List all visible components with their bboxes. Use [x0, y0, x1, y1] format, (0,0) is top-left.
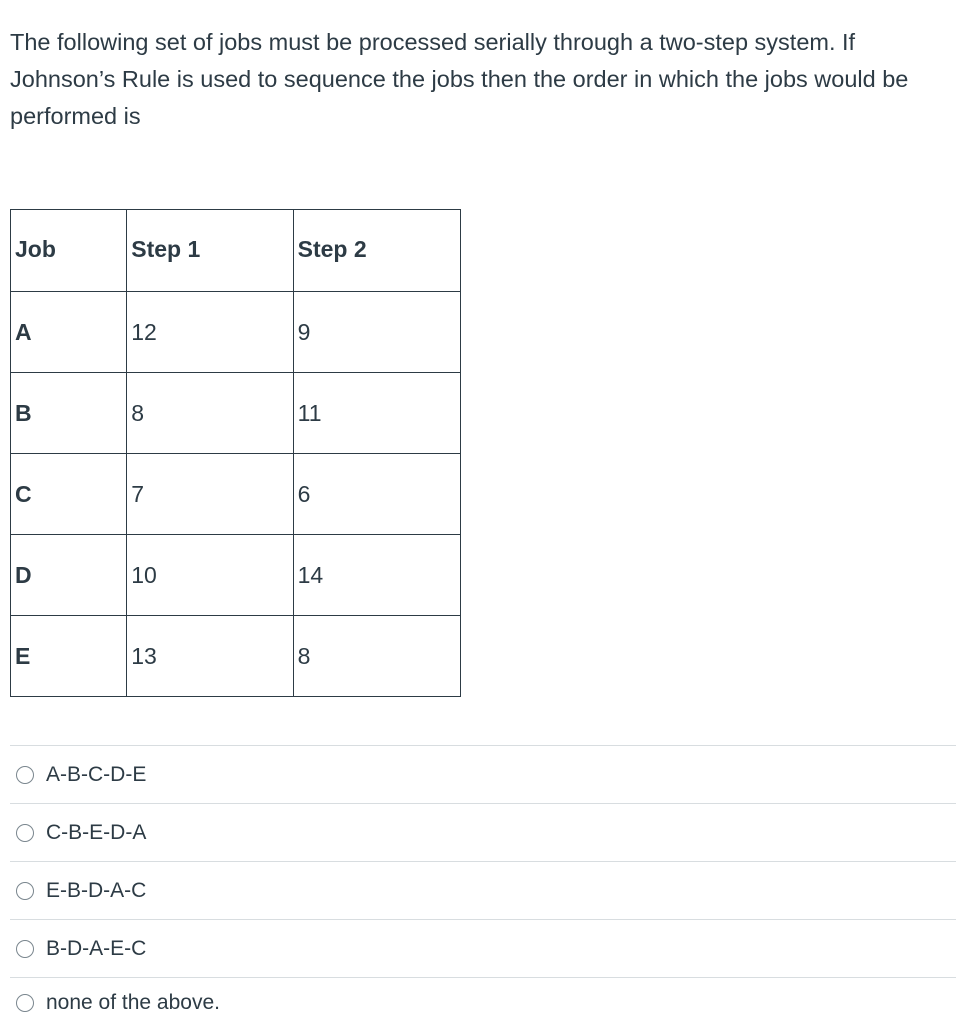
job-cell: D: [11, 535, 127, 616]
step1-cell: 12: [127, 292, 293, 373]
step2-cell: 6: [293, 454, 460, 535]
table-row: [11, 292, 461, 373]
table-header-row: [11, 210, 461, 292]
radio-button[interactable]: [16, 994, 34, 1012]
step2-cell: 9: [293, 292, 460, 373]
radio-button[interactable]: [16, 766, 34, 784]
table-row: [11, 616, 461, 697]
answer-label: A-B-C-D-E: [46, 762, 147, 786]
step2-cell: 14: [293, 535, 460, 616]
table-row: [11, 454, 461, 535]
radio-button[interactable]: [16, 882, 34, 900]
job-cell: E: [11, 616, 127, 697]
step1-cell: 8: [127, 373, 293, 454]
table-row: [11, 535, 461, 616]
step1-cell: 10: [127, 535, 293, 616]
step1-cell: 7: [127, 454, 293, 535]
job-cell: B: [11, 373, 127, 454]
answer-options: [10, 745, 956, 1028]
answer-option-3[interactable]: [10, 861, 956, 919]
answer-option-1[interactable]: [10, 745, 956, 803]
column-header-job: Job: [11, 210, 127, 292]
job-cell: A: [11, 292, 127, 373]
step2-cell: 11: [293, 373, 460, 454]
answer-option-5[interactable]: [10, 977, 956, 1028]
column-header-step2: Step 2: [293, 210, 460, 292]
table-row: [11, 373, 461, 454]
answer-label: C-B-E-D-A: [46, 820, 147, 844]
column-header-step1: Step 1: [127, 210, 293, 292]
answer-label: E-B-D-A-C: [46, 878, 147, 902]
jobs-table: [10, 209, 461, 697]
question-text: The following set of jobs must be processed serially through a two-step system. If Johnson’s Rule is used to sequence the jobs then the order in which the jobs would be performed is: [10, 29, 909, 129]
answer-option-4[interactable]: [10, 919, 956, 977]
radio-button[interactable]: [16, 824, 34, 842]
answer-option-2[interactable]: [10, 803, 956, 861]
step1-cell: 13: [127, 616, 293, 697]
answer-label: none of the above.: [46, 991, 220, 1014]
radio-button[interactable]: [16, 940, 34, 958]
job-cell: C: [11, 454, 127, 535]
step2-cell: 8: [293, 616, 460, 697]
answer-label: B-D-A-E-C: [46, 936, 147, 960]
